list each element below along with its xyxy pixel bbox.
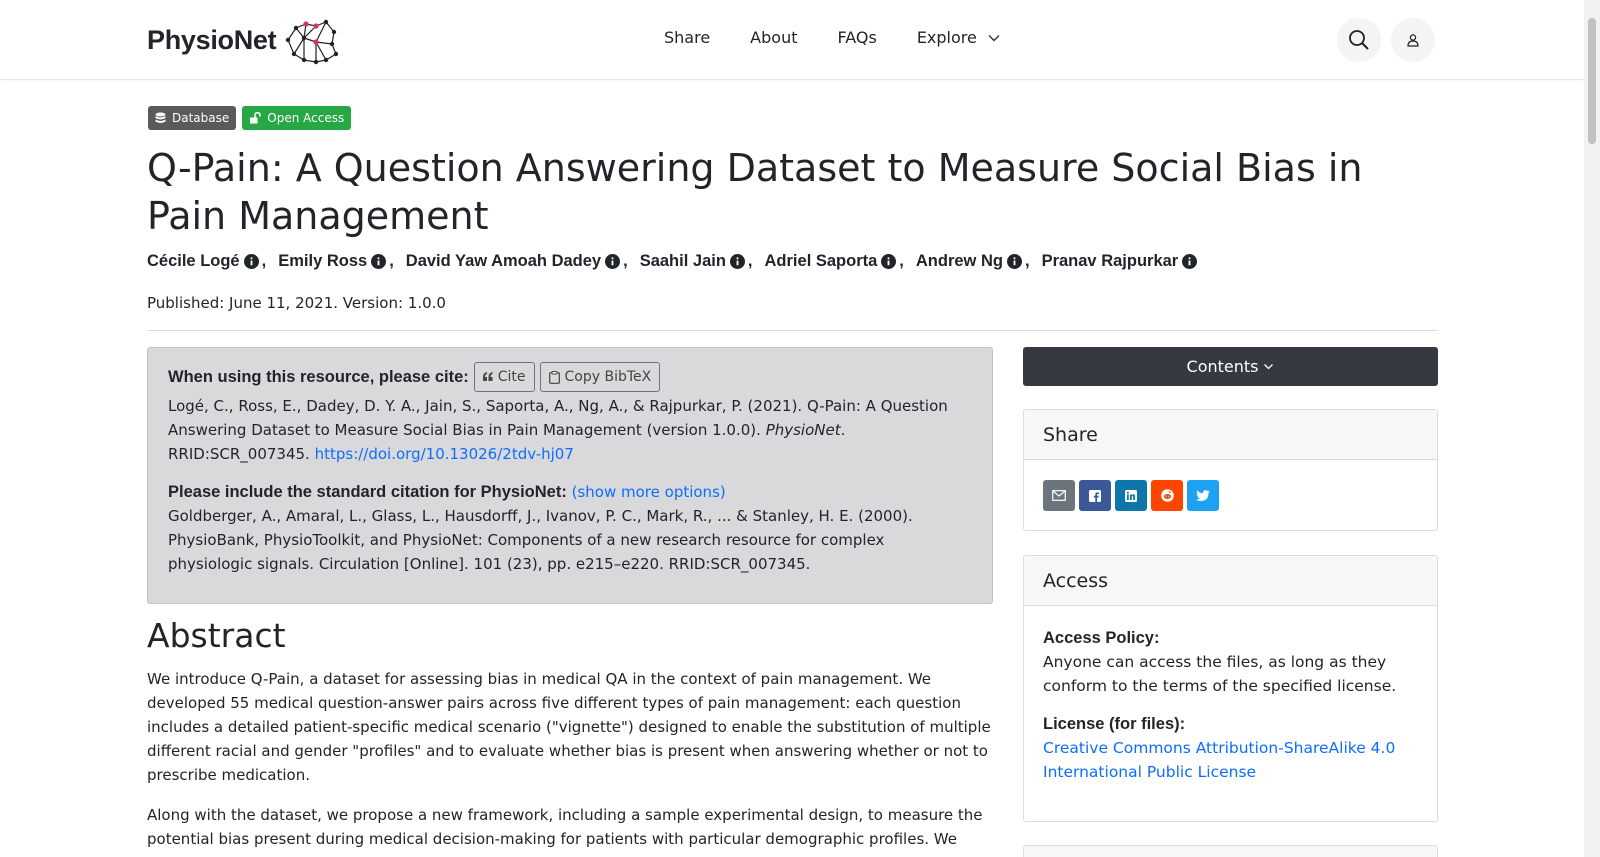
copy-bibtex-button[interactable] [540, 362, 661, 392]
abstract-paragraph: We introduce Q-Pain, a dataset for assessing bias in medical QA in the context of pain management. We developed 55 medical question-answer pairs across five different types of pain management: each question includes a detailed patient-specific medical scenario ("vignette") designed to enable the substitution of multiple different racial and gender "profiles" and to evaluate whether bias is present when answering whether or not to prescribe medication. [147, 670, 991, 784]
license-label: License (for files): [1043, 715, 1186, 733]
share-email-button[interactable] [1043, 480, 1075, 511]
nav-explore-label: Explore [916, 28, 977, 47]
author-item[interactable] [406, 252, 620, 271]
citation-text-main: Logé, C., Ross, E., Dadey, D. Y. A., Jain, S., Saporta, A., Ng, A., & Rajpurkar, P. (2021). Q-Pain: A Question Answering Dataset to Measure Social Bias in Pain Management (version 1.0.0). [168, 397, 948, 439]
info-icon[interactable] [730, 254, 745, 269]
search-icon [1348, 29, 1370, 51]
main-nav [664, 28, 1001, 47]
doi-link[interactable]: https://doi.org/10.13026/2tdv-hj07 [314, 445, 574, 463]
abstract-heading: Abstract [147, 616, 286, 655]
published-date: Published: June 11, 2021. Version: 1.0.0 [147, 294, 446, 312]
reddit-icon [1161, 489, 1174, 502]
share-reddit-button[interactable] [1151, 480, 1183, 511]
share-card [1023, 409, 1438, 531]
standard-citation-heading: Please include the standard citation for PhysioNet: [168, 483, 567, 501]
access-card-title: Access [1024, 556, 1437, 606]
author-name: David Yaw Amoah Dadey [405, 252, 602, 270]
author-item[interactable] [640, 252, 745, 271]
author-name: Andrew Ng [915, 252, 1003, 270]
share-facebook-button[interactable] [1079, 480, 1111, 511]
top-navbar [0, 0, 1584, 80]
author-item[interactable] [278, 252, 386, 271]
database-icon [155, 112, 166, 124]
page-scrollbar[interactable] [1584, 0, 1600, 857]
account-button[interactable] [1391, 18, 1435, 62]
open-access-badge [242, 106, 351, 130]
database-badge-label: Database [172, 111, 230, 125]
show-more-options-link[interactable]: (show more options) [571, 483, 726, 501]
project-badges [148, 106, 357, 130]
info-icon[interactable] [605, 254, 620, 269]
cite-button[interactable] [474, 362, 535, 392]
scrollbar-thumb[interactable] [1588, 18, 1596, 144]
share-linkedin-button[interactable] [1115, 480, 1147, 511]
author-name: Saahil Jain [639, 252, 726, 270]
info-icon[interactable] [1182, 254, 1197, 269]
citation-rrid: . RRID:SCR_007345. [168, 421, 846, 463]
standard-citation-text: Goldberger, A., Amaral, L., Glass, L., Hausdorff, J., Ivanov, P. C., Mark, R., ... & Stanley, H. E. (2000). PhysioBank, PhysioToolkit, and PhysioNet: Components of a new research resource for complex physiologic signals. Circulation [Online]. 101 (23), pp. e215–e220. RRID:SCR_007345. [168, 507, 913, 573]
author-name: Pranav Rajpurkar [1041, 252, 1179, 270]
physionet-logo-icon [282, 14, 340, 66]
chevron-down-icon [1263, 361, 1274, 372]
author-item[interactable] [147, 252, 259, 271]
access-policy-label: Access Policy: [1043, 629, 1160, 647]
clipboard-icon [549, 371, 560, 384]
info-icon[interactable] [1007, 254, 1022, 269]
citation-journal: PhysioNet [765, 421, 841, 439]
twitter-icon [1196, 490, 1210, 502]
citation-heading: When using this resource, please cite: [168, 368, 469, 386]
author-list: Cécile Logé , Emily Ross , David Yaw Amoah Dadey , Saahil Jain , Adriel Saporta , Andrew Ng , Pranav Rajpurkar [147, 252, 1197, 271]
cite-button-label: Cite [497, 369, 526, 385]
email-icon [1052, 490, 1066, 501]
standard-citation [168, 480, 972, 576]
nav-about[interactable]: About [750, 28, 798, 47]
contents-label: Contents [1186, 357, 1259, 376]
user-icon [1406, 33, 1420, 47]
search-button[interactable] [1337, 18, 1381, 62]
nav-faqs[interactable]: FAQs [837, 28, 877, 47]
divider [147, 330, 1438, 331]
info-icon[interactable] [881, 254, 896, 269]
author-item[interactable] [916, 252, 1022, 271]
chevron-down-icon [987, 31, 1001, 45]
nav-explore[interactable] [917, 28, 1001, 47]
unlock-icon [249, 112, 261, 124]
author-item[interactable] [765, 252, 897, 271]
access-card [1023, 555, 1438, 822]
linkedin-icon [1125, 490, 1137, 502]
brand-link[interactable] [147, 14, 340, 66]
author-item[interactable] [1042, 252, 1198, 271]
info-icon[interactable] [244, 254, 259, 269]
license-link[interactable]: Creative Commons Attribution-ShareAlike 4.0 International Public License [1043, 739, 1396, 781]
next-card [1023, 845, 1438, 857]
abstract-paragraph: Along with the dataset, we propose a new framework, including a sample experimental design, to measure the potential bias present during medical decision-making for patients with particular demographic profiles. We [147, 806, 983, 848]
copy-bibtex-label: Copy BibTeX [564, 369, 652, 385]
brand-name: PhysioNet [147, 24, 277, 55]
author-name: Adriel Saporta [764, 252, 878, 270]
database-badge [148, 106, 236, 130]
share-card-title: Share [1024, 410, 1437, 460]
citation-box [147, 347, 993, 604]
info-icon[interactable] [371, 254, 386, 269]
author-name: Emily Ross [278, 252, 368, 270]
access-policy-text: Anyone can access the files, as long as they conform to the terms of the specified license. [1043, 653, 1397, 695]
facebook-icon [1089, 490, 1101, 502]
open-access-label: Open Access [267, 111, 345, 125]
quote-icon [483, 372, 493, 382]
citation-text [168, 394, 972, 466]
page-title: Q-Pain: A Question Answering Dataset to Measure Social Bias in Pain Management [147, 146, 1363, 238]
nav-share[interactable]: Share [664, 28, 711, 47]
share-twitter-button[interactable] [1187, 480, 1219, 511]
contents-dropdown-button[interactable] [1023, 347, 1438, 386]
author-name: Cécile Logé [147, 252, 240, 270]
